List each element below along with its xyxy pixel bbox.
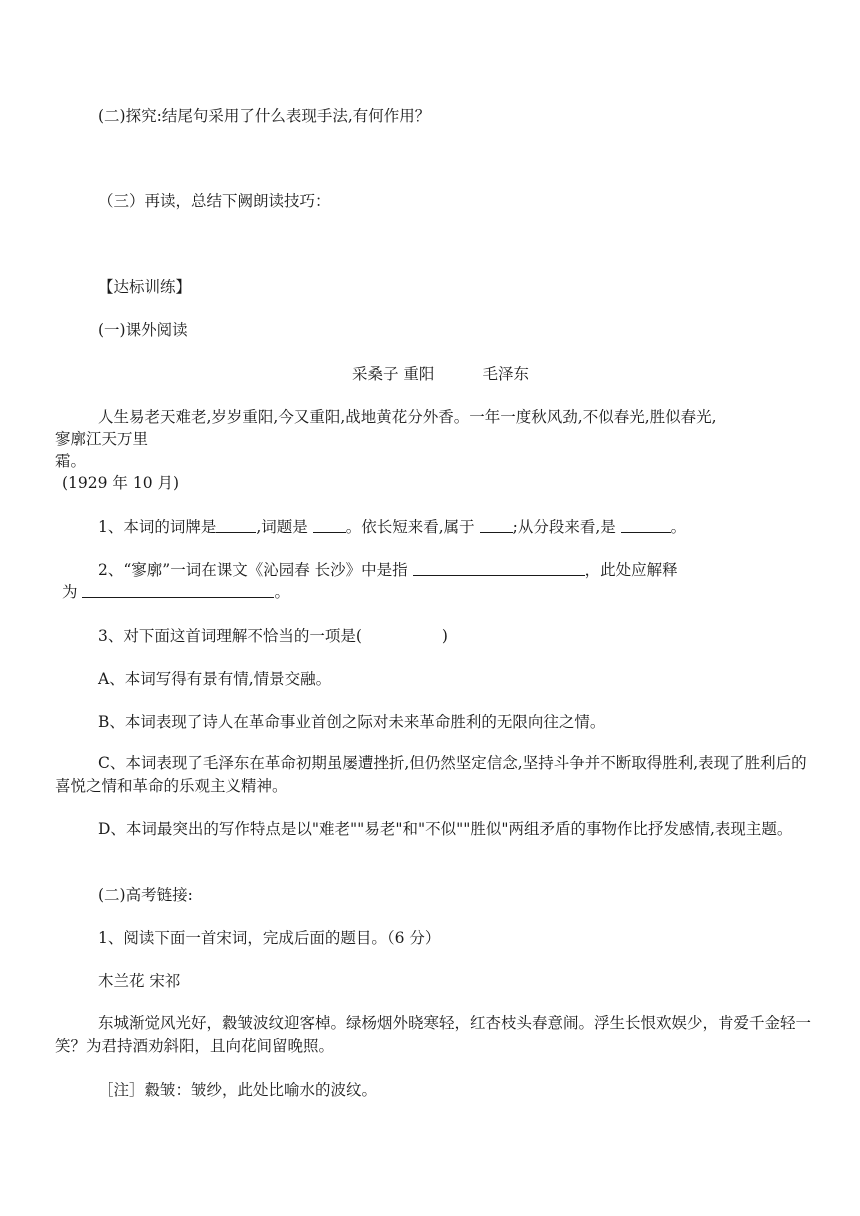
question-3: 3、对下面这首词理解不恰当的一项是( )	[98, 627, 448, 645]
answer-blank[interactable]	[216, 518, 256, 533]
question-1: 1、本词的词牌是 ,词题是 。依长短来看,属于 ;从分段来看,是 。	[98, 518, 687, 536]
answer-blank[interactable]	[82, 583, 274, 598]
option-b: B、本词表现了诗人在革命事业首创之际对未来革命胜利的无限向往之情。	[98, 713, 606, 731]
poem-line-2: 寥廓江天万里	[55, 430, 149, 448]
song-text: 东城渐觉风光好，縠皱波纹迎客棹。绿杨烟外晓寒轻，红杏枝头春意闹。浮生长恨欢娱少，肯爱千金轻一笑？为君持酒劝斜阳，且向花间留晚照。	[55, 1014, 812, 1055]
reread-question: （三）再读，总结下阙朗读技巧：	[98, 192, 331, 210]
poem-title: 采桑子 重阳	[352, 365, 435, 383]
poem-line-1: 人生易老天难老,岁岁重阳,今又重阳,战地黄花分外香。一年一度秋风劲,不似春光,胜似春光,	[98, 408, 717, 426]
outside-reading-heading: (一)课外阅读	[98, 321, 188, 339]
option-a: A、本词写得有景有情,情景交融。	[98, 670, 332, 688]
gaokao-question-1: 1、阅读下面一首宋词，完成后面的题目。（6 分）	[98, 929, 441, 947]
question-2-line-2: 为 。	[62, 583, 290, 601]
song-note: ［注］縠皱：皱纱，此处比喻水的波纹。	[98, 1081, 378, 1099]
answer-blank[interactable]	[480, 518, 513, 533]
option-d: D、本词最突出的写作特点是以"难老""易老"和"不似""胜似"两组矛盾的事物作比抒发感情,表现主题。	[98, 820, 793, 838]
explore-question: (二)探究:结尾句采用了什么表现手法,有何作用？	[98, 107, 431, 125]
poem-date: (1929 年 10 月)	[62, 474, 180, 492]
answer-blank[interactable]	[313, 518, 346, 533]
answer-blank[interactable]	[413, 561, 585, 576]
song-title: 木兰花 宋祁	[98, 972, 181, 990]
answer-blank[interactable]	[621, 518, 671, 533]
poem-title-line	[352, 363, 529, 385]
poem-line-3: 霜。	[55, 452, 87, 470]
gaokao-heading: (二)高考链接:	[98, 886, 193, 904]
training-heading: 【达标训练】	[98, 278, 192, 296]
option-c: C、本词表现了毛泽东在革命初期虽屡遭挫折,但仍然坚定信念,坚持斗争并不断取得胜利,表现了胜利后的喜悦之情和革命的乐观主义精神。	[55, 754, 807, 795]
poem-author: 毛泽东	[482, 365, 529, 383]
question-2-line-1: 2、“寥廓”一词在课文《沁园春 长沙》中是指 ，此处应解释	[98, 561, 678, 579]
